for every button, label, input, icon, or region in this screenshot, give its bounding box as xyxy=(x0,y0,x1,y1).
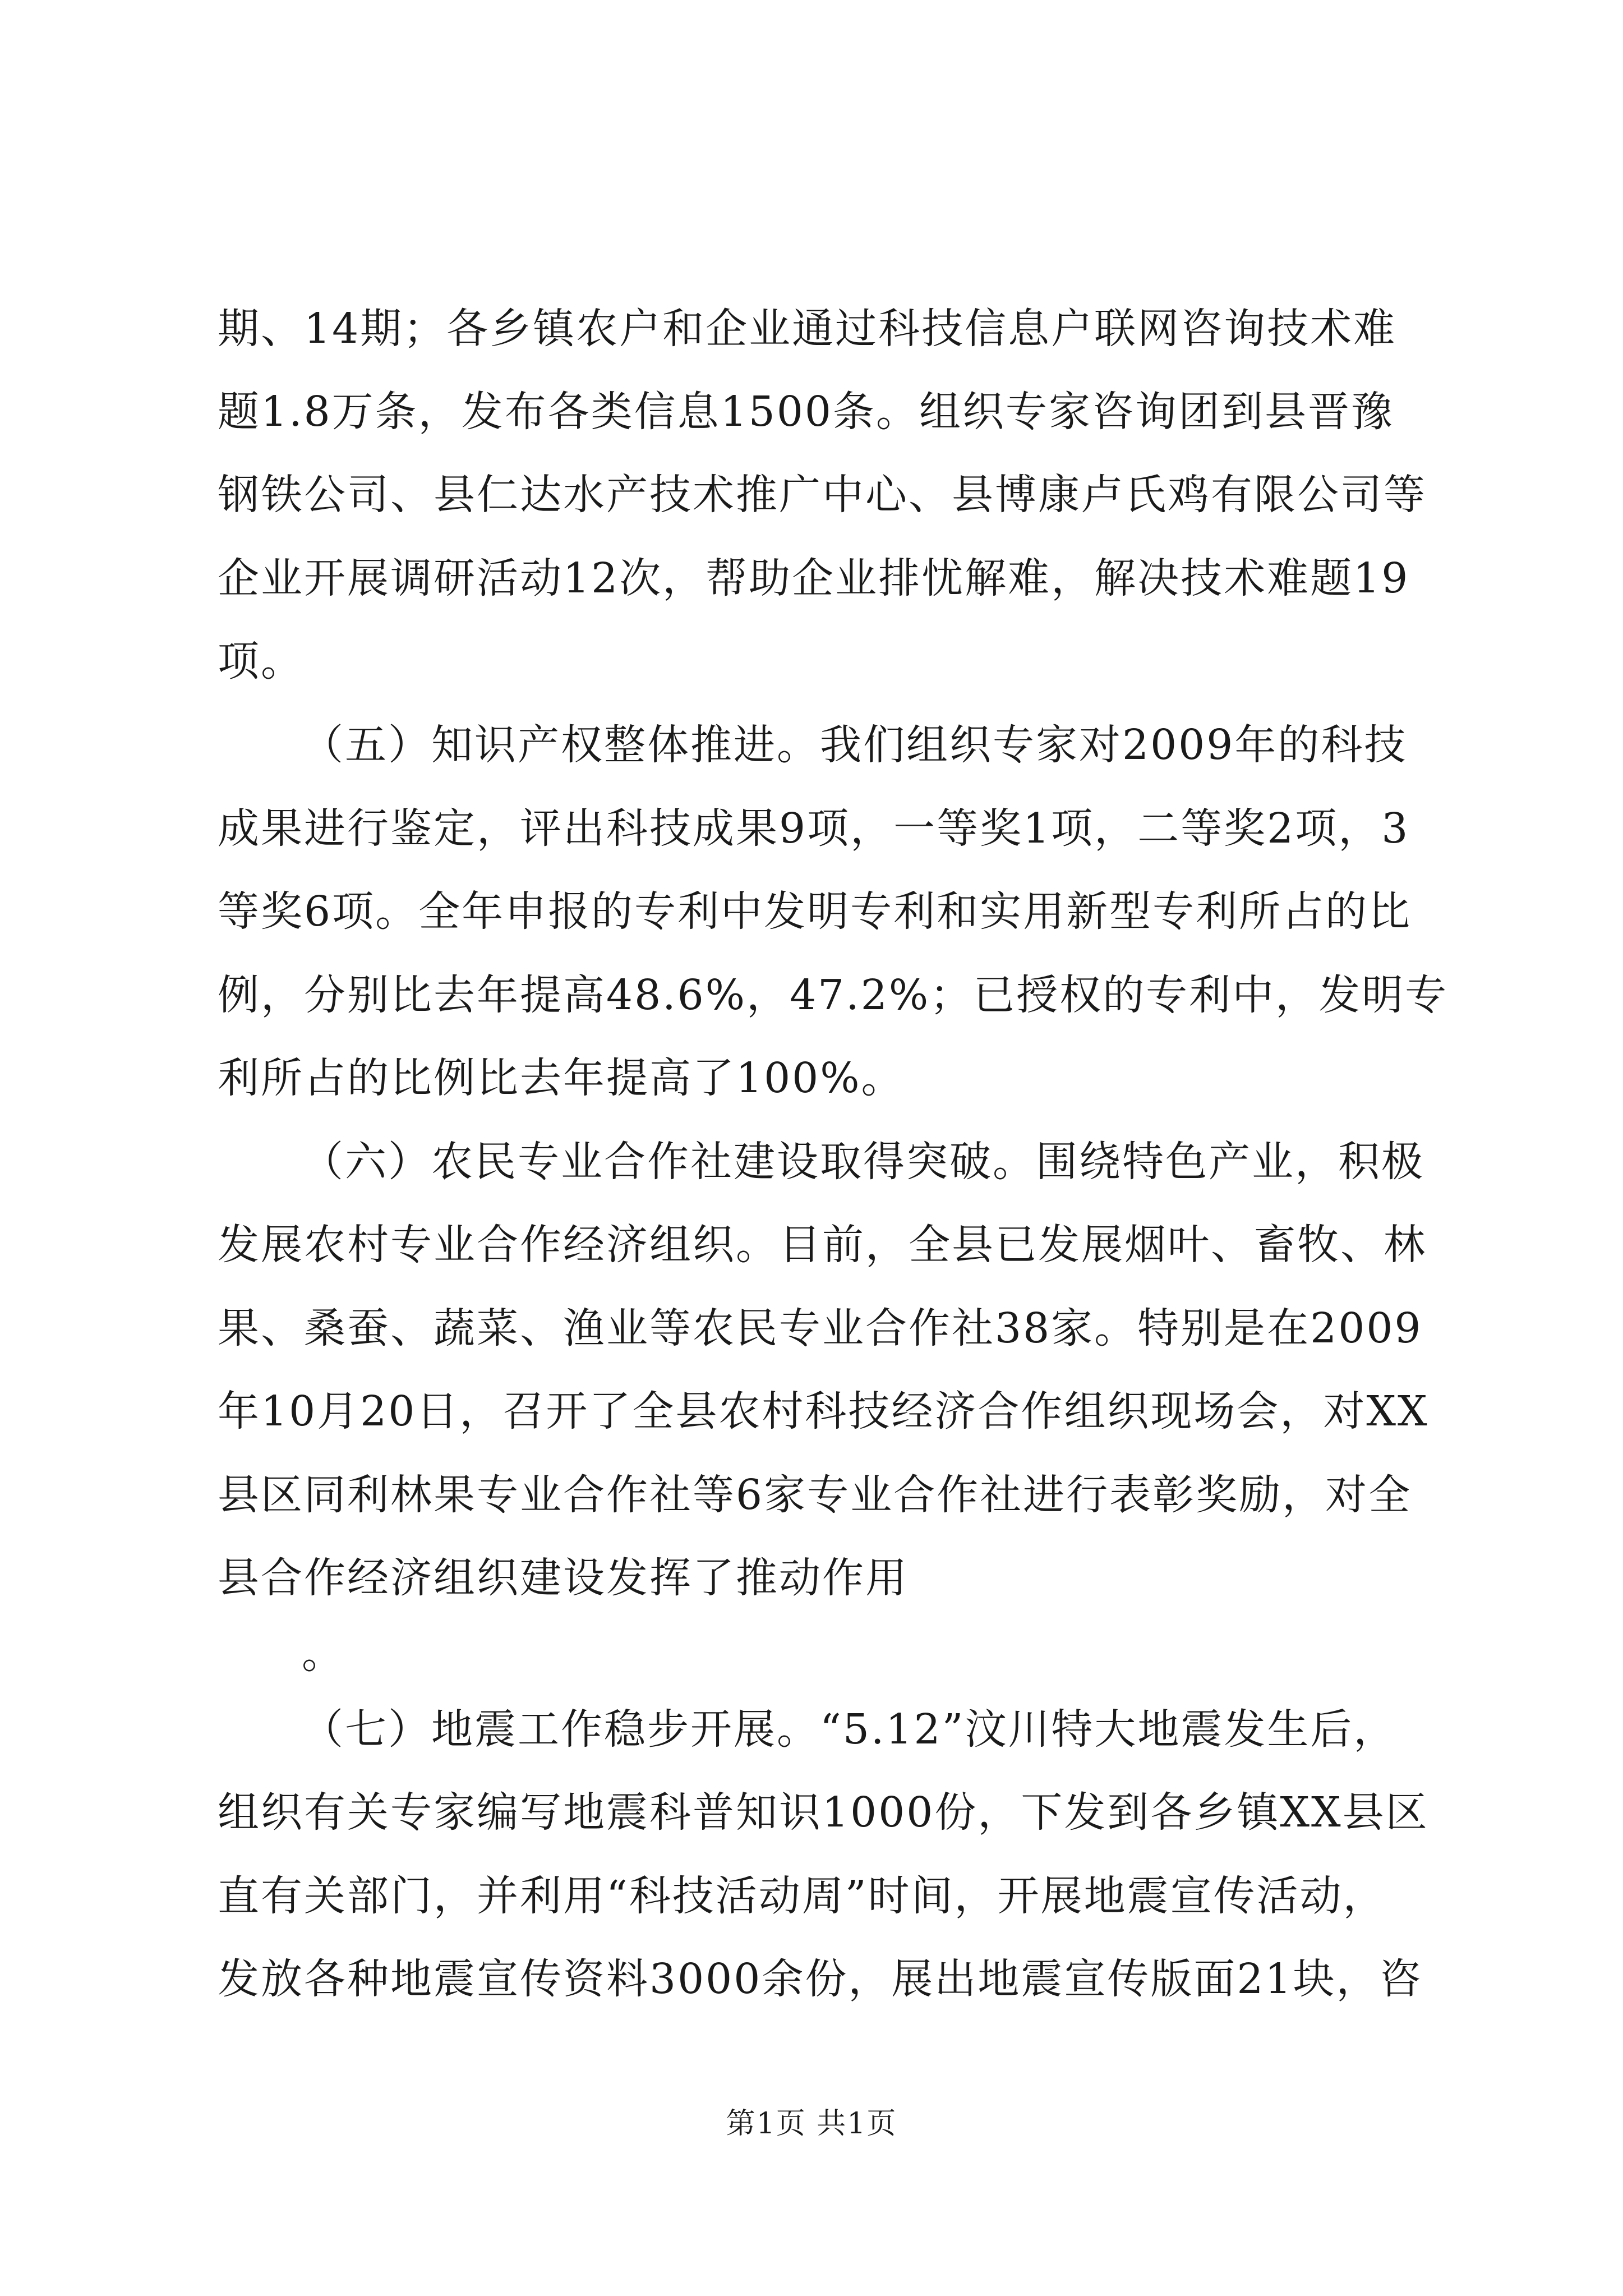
page-footer: 第1页 共1页 xyxy=(726,2107,897,2141)
text-line: 钢铁公司、县仁达水产技术推广中心、县博康卢氏鸡有限公司等 xyxy=(218,471,1427,519)
text-line: 年10月20日，召开了全县农村科技经济合作组织现场会，对XX xyxy=(218,1387,1429,1435)
paragraph-heading-line: （五）知识产权整体推进。我们组织专家对2009年的科技 xyxy=(302,721,1408,769)
text-line: 例，分别比去年提高48.6%，47.2%；已授权的专利中，发明专 xyxy=(218,971,1449,1019)
text-line: 果、桑蚕、蔬菜、渔业等农民专业合作社38家。特别是在2009 xyxy=(218,1304,1423,1352)
text-line: 利所占的比例比去年提高了100%。 xyxy=(218,1054,905,1102)
text-line: 发放各种地震宣传资料3000余份，展出地震宣传版面21块，咨 xyxy=(218,1955,1423,2003)
text-line: 直有关部门，并利用“科技活动周”时间，开展地震宣传活动， xyxy=(218,1872,1386,1920)
paragraph-heading-line: （六）农民专业合作社建设取得突破。围绕特色产业，积极 xyxy=(302,1138,1424,1186)
paragraph-heading-line: （七）地震工作稳步开展。“5.12”汶川特大地震发生后， xyxy=(302,1705,1397,1754)
text-line: 组织有关专家编写地震科普知识1000份，下发到各乡镇XX县区 xyxy=(218,1788,1429,1837)
text-line: 题1.8万条，发布各类信息1500条。组织专家咨询团到县晋豫 xyxy=(218,388,1395,436)
text-line: 等奖6项。全年申报的专利中发明专利和实用新型专利所占的比 xyxy=(218,887,1412,936)
text-line: 县区同利林果专业合作社等6家专业合作社进行表彰奖励，对全 xyxy=(218,1471,1412,1519)
text-line: 县合作经济组织建设发挥了推动作用 xyxy=(218,1554,909,1602)
text-line: 企业开展调研活动12次，帮助企业排忧解难，解决技术难题19 xyxy=(218,554,1410,602)
text-line: 发展农村专业合作经济组织。目前，全县已发展烟叶、畜牧、林 xyxy=(218,1221,1427,1269)
text-line: 期、14期；各乡镇农户和企业通过科技信息户联网咨询技术难 xyxy=(218,305,1397,353)
text-line: 。 xyxy=(302,1630,345,1678)
text-line: 成果进行鉴定，评出科技成果9项，一等奖1项，二等奖2项，3 xyxy=(218,804,1410,853)
text-line: 项。 xyxy=(218,637,304,685)
